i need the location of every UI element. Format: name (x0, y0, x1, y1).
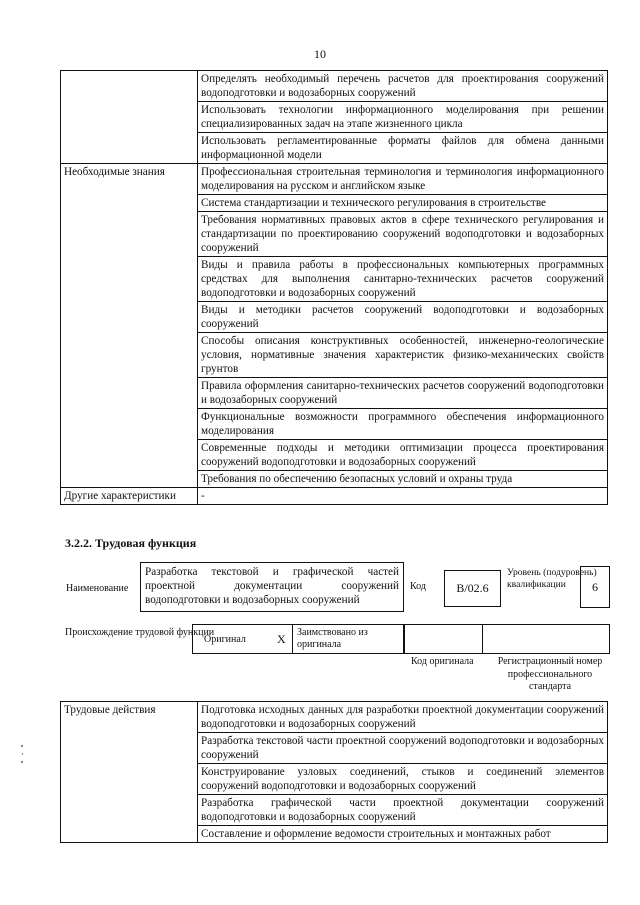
section-title: 3.2.2. Трудовая функция (65, 536, 197, 550)
qualification-level-box: 6 (580, 566, 610, 608)
knowledge-item: Правила оформления санитарно-технических расчетов сооружений водоподготовки и водозаборных сооружений (198, 378, 608, 409)
knowledge-item: Функциональные возможности программного обеспечения информационного моделирования (198, 409, 608, 440)
labor-action-item: Подготовка исходных данных для разработки проектной документации сооружений водоподготовки и водозаборных сооружений (198, 702, 608, 733)
other-characteristics-value: - (198, 488, 608, 505)
table-row (61, 702, 608, 733)
skill-item: Определять необходимый перечень расчетов для проектирования сооружений водоподготовки и водозаборных сооружений (198, 71, 608, 102)
knowledge-label: Необходимые знания (61, 164, 198, 488)
knowledge-item: Требования нормативных правовых актов в сфере технического регулирования и стандартизации по проектированию сооружений водоподготовки и водозаборных сооружений (198, 212, 608, 257)
knowledge-item: Требования по обеспечению безопасных условий и охраны труда (198, 471, 608, 488)
function-code-box: B/02.6 (444, 570, 501, 607)
name-label: Наименование (66, 583, 129, 594)
code-original-label: Код оригинала (411, 656, 474, 667)
labor-actions-table (60, 701, 608, 843)
knowledge-item: Профессиональная строительная терминология и терминология информационного моделирования на русском и английском языке (198, 164, 608, 195)
labor-actions-label: Трудовые действия (61, 702, 198, 843)
labor-action-item: Разработка текстовой части проектной сооружений водоподготовки и водозаборных сооружений (198, 733, 608, 764)
labor-action-item: Разработка графической части проектной документации сооружений водоподготовки и водозаборных сооружений (198, 795, 608, 826)
borrowed-box: Заимствовано из оригинала (292, 624, 404, 654)
knowledge-item: Современные подходы и методики оптимизации процесса проектирования сооружений водоподготовки и водозаборных сооружений (198, 440, 608, 471)
table-row (61, 488, 608, 505)
page-number: 10 (314, 47, 326, 61)
reg-number-box (482, 624, 610, 654)
table-row (61, 164, 608, 195)
code-label: Код (410, 581, 426, 592)
scan-mark (21, 761, 23, 763)
knowledge-item: Виды и правила работы в профессиональных компьютерных программных средствах для выполнения санитарно-технических расчетов сооружений водоподготовки и водозаборных сооружений (198, 257, 608, 302)
labor-action-item: Составление и оформление ведомости строительных и монтажных работ (198, 826, 608, 843)
scan-mark (21, 745, 23, 747)
knowledge-item: Способы описания конструктивных особенностей, инженерно-геологические условия, нормативные значения характеристик физико-механических свойств грунтов (198, 333, 608, 378)
skills-label-cell (61, 71, 198, 164)
original-label: Оригинал (204, 634, 246, 645)
skill-item: Использовать технологии информационного моделирования при решении специализированных задач на этапе жизненного цикла (198, 102, 608, 133)
knowledge-item: Виды и методики расчетов сооружений водоподготовки и водозаборных сооружений (198, 302, 608, 333)
original-box (192, 624, 293, 654)
competency-table (60, 70, 608, 505)
function-name-box: Разработка текстовой и графической частей проектной документации сооружений водоподготовки и водозаборных сооружений (140, 562, 404, 612)
original-mark: X (277, 632, 286, 646)
knowledge-item: Система стандартизации и технического регулирования в строительстве (198, 195, 608, 212)
skill-item: Использовать регламентированные форматы файлов для обмена данными информационной модели (198, 133, 608, 164)
code-original-box (404, 624, 483, 654)
reg-number-label: Регистрационный номер профессионального стандарта (497, 656, 603, 692)
scan-mark (22, 753, 23, 755)
origin-label: Происхождение трудовой функции (65, 627, 215, 638)
table-row (61, 71, 608, 102)
level-label: Уровень (подуровень) квалификации (507, 567, 597, 590)
labor-action-item: Конструирование узловых соединений, стыков и соединений элементов сооружений водоподготовки и водозаборных сооружений (198, 764, 608, 795)
other-characteristics-label: Другие характеристики (61, 488, 198, 505)
